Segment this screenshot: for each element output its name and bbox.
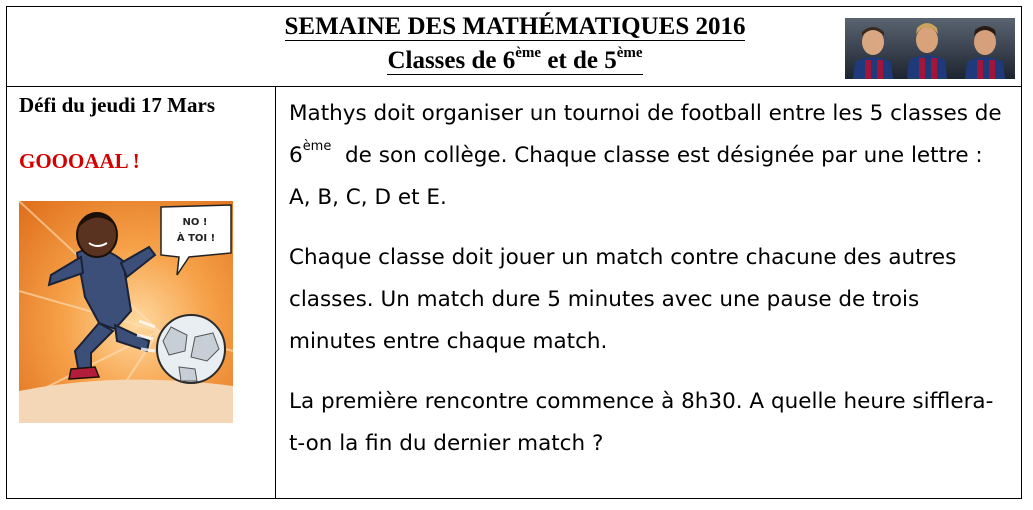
challenge-date: Défi du jeudi 17 Mars	[19, 93, 215, 117]
header	[7, 7, 1021, 87]
sidebar	[7, 87, 276, 498]
problem-statement	[289, 93, 1009, 483]
worksheet	[6, 6, 1022, 499]
page-title: SEMAINE DES MATHÉMATIQUES 2016	[284, 13, 746, 40]
problem-paragraph-1: Mathys doit organiser un tournoi de football entre les 5 classes de 6ème de son collège. Chaque classe est désignée par une lettre : A, B, C, D et E.	[289, 101, 1002, 210]
problem-paragraph-2: Chaque classe doit jouer un match contre chacune des autres classes. Un match dure 5 minutes avec une pause de trois minutes entre chaque match.	[289, 245, 957, 354]
svg-text:À TOI !: À TOI !	[176, 233, 216, 244]
comic-illustration	[19, 201, 233, 423]
goal-heading: GOOOAAL !	[19, 149, 140, 173]
football-players-photo	[845, 18, 1015, 79]
page-subtitle: Classes de 6ème et de 5ème	[387, 45, 643, 74]
problem-paragraph-3: La première rencontre commence à 8h30. A quelle heure sifflera-t-on la fin du dernier match ?	[289, 389, 994, 456]
svg-text:NO !: NO !	[182, 217, 208, 228]
